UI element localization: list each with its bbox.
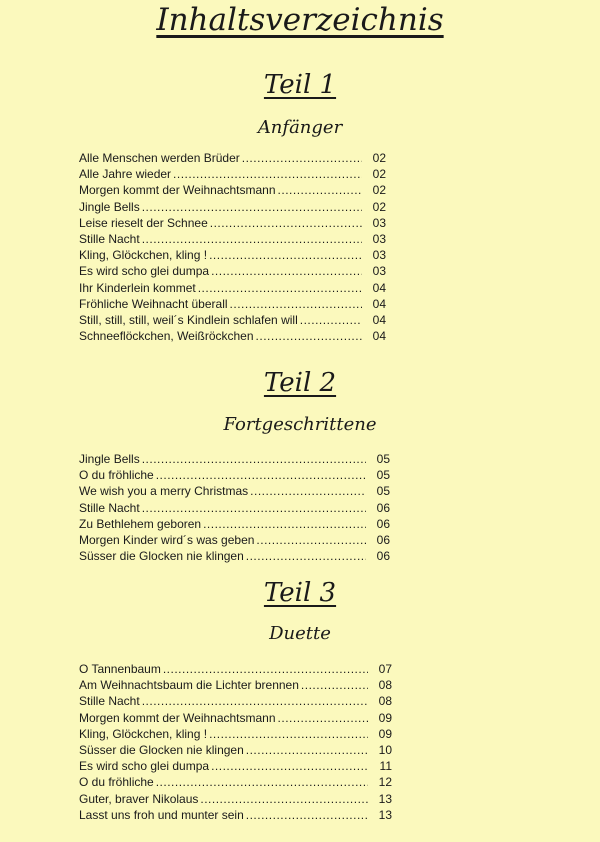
toc-entry-title: O Tannenbaum [79,662,161,676]
toc-entry-title: Es wird scho glei dumpa [79,264,210,279]
section-3-heading: Teil 3 [263,578,337,608]
dot-leader [256,532,366,548]
toc-entry-page: 02 [372,183,386,198]
toc-entry [79,807,392,823]
dot-leader [210,215,362,231]
dot-leader [246,807,368,823]
toc-entry-page: 05 [376,484,390,499]
toc-entry-page: 02 [372,167,386,182]
toc-entry-page: 03 [372,215,386,230]
toc-entry [79,467,390,483]
toc-entry-page: 09 [378,726,392,741]
page-title: Inhaltsverzeichnis [156,2,444,38]
toc-entry-page: 03 [372,264,386,279]
section-1-heading: Teil 1 [263,70,337,100]
section-3-list [79,661,392,823]
toc-entry [79,263,386,279]
toc-entry-title: Morgen kommt der Weihnachtsmann [79,710,276,725]
dot-leader [230,296,362,312]
toc-entry-page: 04 [372,280,386,295]
toc-entry [79,328,386,344]
toc-entry [79,483,390,499]
toc-entry-page: 13 [378,791,392,806]
toc-entry-title: Kling, Glöckchen, kling ! [79,248,208,263]
toc-entry [79,280,386,296]
dot-leader [278,182,362,198]
dot-leader [300,312,362,328]
toc-entry-title: Süsser die Glocken nie klingen [79,549,244,564]
toc-entry-page: 03 [372,248,386,263]
toc-entry-title: Es wird scho glei dumpa [79,759,210,774]
dot-leader [203,516,366,532]
dot-leader [200,791,368,807]
toc-entry-page: 07 [378,662,392,676]
toc-entry [79,548,390,564]
toc-entry-title: O du fröhliche [79,468,154,483]
toc-entry-page: 02 [372,199,386,214]
dot-leader [142,451,366,467]
toc-entry [79,774,392,790]
dot-leader [211,263,362,279]
toc-entry [79,677,392,693]
dot-leader [198,280,362,296]
toc-entry-title: Schneeflöckchen, Weißröckchen [79,329,254,344]
toc-entry-page: 11 [379,759,392,774]
toc-entry-page: 03 [372,231,386,246]
toc-entry [79,312,386,328]
toc-entry-page: 06 [376,532,390,547]
toc-entry-page: 06 [376,516,390,531]
toc-entry [79,166,386,182]
toc-entry-title: Lasst uns froh und munter sein [79,807,244,822]
toc-entry-page: 04 [372,296,386,311]
dot-leader [278,710,368,726]
toc-entry-page: 08 [378,678,392,693]
toc-entry-page: 05 [376,452,390,466]
section-3-subheading: Duette [269,623,331,644]
toc-entry-title: Morgen kommt der Weihnachtsmann [79,183,276,198]
toc-entry-page: 02 [372,151,386,165]
dot-leader [142,693,368,709]
toc-entry-page: 09 [378,710,392,725]
toc-entry [79,231,386,247]
toc-entry-title: Still, still, still, weil´s Kindlein schlafen will [79,312,298,327]
toc-entry [79,742,392,758]
toc-entry-title: Stille Nacht [79,694,140,709]
dot-leader [301,677,368,693]
dot-leader [209,247,362,263]
toc-entry-page: 05 [376,468,390,483]
section-1-list [79,150,386,344]
toc-entry [79,710,392,726]
section-2-heading: Teil 2 [263,368,337,398]
toc-entry [79,247,386,263]
toc-entry-page: 06 [376,549,390,564]
toc-entry [79,182,386,198]
toc-entry-title: We wish you a merry Christmas [79,484,249,499]
section-2-subheading: Fortgeschrittene [223,414,377,435]
toc-entry-title: Süsser die Glocken nie klingen [79,742,244,757]
dot-leader [163,661,368,677]
toc-entry-title: Ihr Kinderlein kommet [79,280,196,295]
toc-entry [79,661,392,677]
toc-entry [79,758,392,774]
toc-entry-page: 04 [372,329,386,344]
toc-entry-title: Jingle Bells [79,199,140,214]
toc-entry-title: Alle Menschen werden Brüder [79,151,240,165]
toc-entry-page: 13 [378,807,392,822]
dot-leader [211,758,368,774]
toc-entry-title: Guter, braver Nikolaus [79,791,199,806]
toc-entry [79,726,392,742]
toc-entry-title: Alle Jahre wieder [79,167,172,182]
toc-entry [79,296,386,312]
toc-entry-title: Morgen Kinder wird´s was geben [79,532,255,547]
dot-leader [209,726,368,742]
dot-leader [142,199,362,215]
toc-entry [79,532,390,548]
toc-entry [79,791,392,807]
toc-entry-page: 06 [376,500,390,515]
toc-entry-page: 10 [378,742,392,757]
toc-entry-title: Jingle Bells [79,452,140,466]
toc-entry-title: Fröhliche Weihnacht überall [79,296,228,311]
toc-entry [79,199,386,215]
dot-leader [246,742,368,758]
toc-entry-title: Stille Nacht [79,500,140,515]
toc-entry-title: Zu Bethlehem geboren [79,516,202,531]
toc-entry-page: 08 [378,694,392,709]
toc-entry [79,215,386,231]
toc-entry-page: 04 [372,312,386,327]
section-2-list [79,451,390,564]
toc-entry-title: Am Weihnachtsbaum die Lichter brennen [79,678,299,693]
dot-leader [142,500,366,516]
toc-entry [79,500,390,516]
dot-leader [173,166,362,182]
dot-leader [156,774,368,790]
toc-entry-title: Kling, Glöckchen, kling ! [79,726,208,741]
toc-entry [79,516,390,532]
dot-leader [256,328,362,344]
toc-entry [79,451,390,467]
dot-leader [250,483,366,499]
dot-leader [242,150,362,166]
toc-entry [79,693,392,709]
dot-leader [246,548,366,564]
toc-entry-title: Stille Nacht [79,231,140,246]
toc-entry [79,150,386,166]
dot-leader [156,467,366,483]
toc-entry-title: O du fröhliche [79,775,154,790]
toc-entry-page: 12 [378,775,392,790]
section-1-subheading: Anfänger [257,117,343,138]
toc-entry-title: Leise rieselt der Schnee [79,215,208,230]
dot-leader [142,231,362,247]
